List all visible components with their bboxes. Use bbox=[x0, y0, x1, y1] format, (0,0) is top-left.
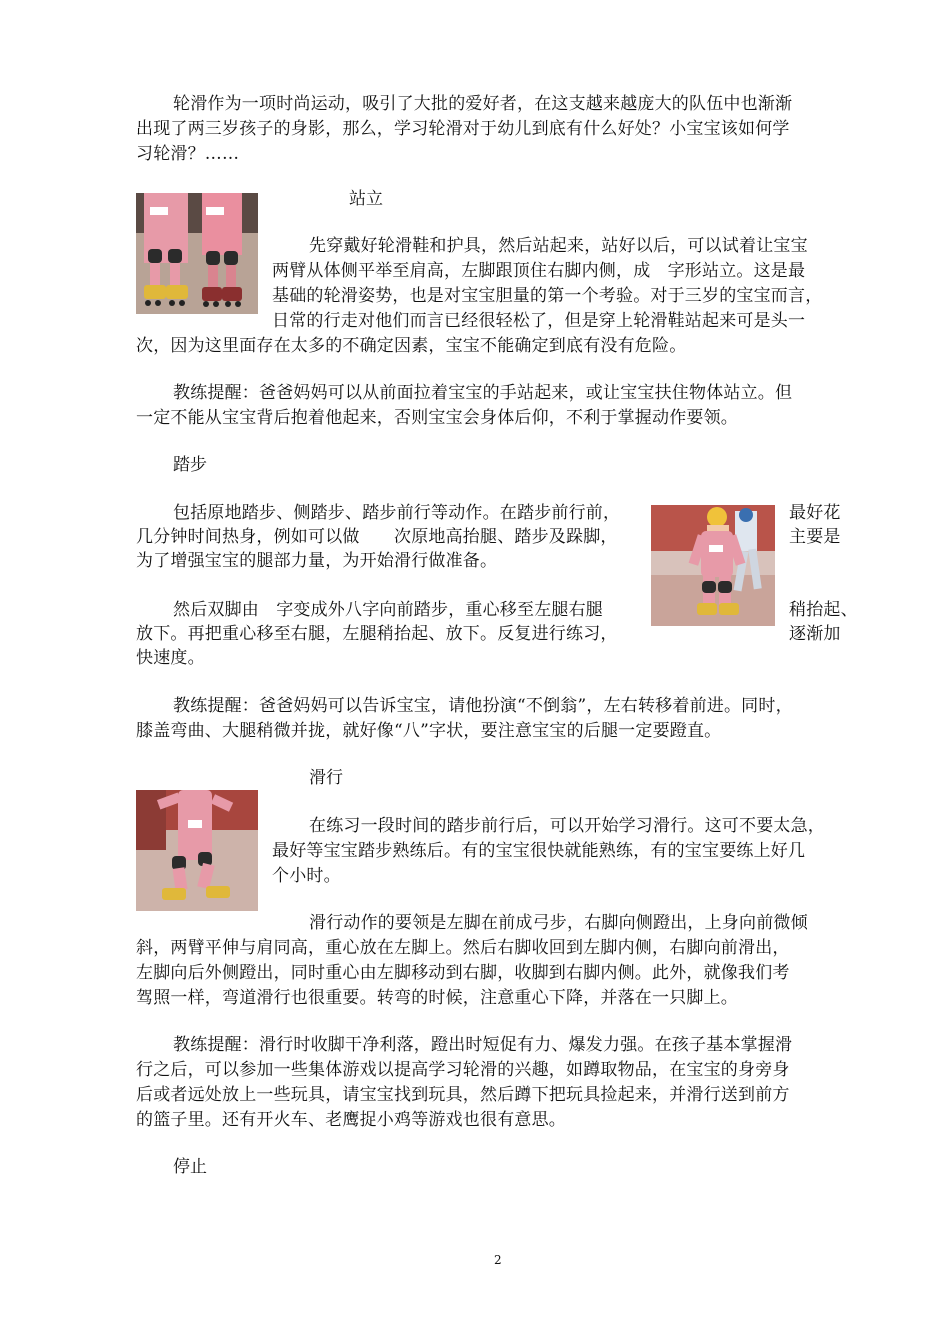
section-heading-stepping: 踏步 bbox=[173, 455, 207, 475]
body-line: 次，因为这里面存在太多的不确定因素，宝宝不能确定到底有没有危险。 bbox=[136, 336, 687, 356]
photo-gliding-child bbox=[136, 790, 258, 911]
tip-line: 教练提醒：爸爸妈妈可以从前面拉着宝宝的手站起来，或让宝宝扶住物体站立。但 bbox=[173, 383, 793, 403]
body-line: 驾照一样，弯道滑行也很重要。转弯的时候，注意重心下降，并落在一只脚上。 bbox=[136, 988, 738, 1008]
intro-line: 轮滑作为一项时尚运动，吸引了大批的爱好者，在这支越来越庞大的队伍中也渐渐 bbox=[173, 94, 793, 114]
tip-line: 后或者远处放上一些玩具，请宝宝找到玩具，然后蹲下把玩具捡起来，并滑行送到前方 bbox=[136, 1085, 790, 1105]
section-heading-stopping: 停止 bbox=[173, 1157, 207, 1177]
body-line: 为了增强宝宝的腿部力量，为开始滑行做准备。 bbox=[136, 551, 498, 571]
photo-standing-children bbox=[136, 193, 258, 314]
section-heading-standing: 站立 bbox=[349, 189, 383, 209]
body-line: 两臂从体侧平举至肩高，左脚跟顶住右脚内侧，成 字形站立。这是最 bbox=[272, 261, 806, 281]
tip-line: 教练提醒：爸爸妈妈可以告诉宝宝，请他扮演“不倒翁”，左右转移着前进。同时， bbox=[173, 696, 793, 716]
body-line: 快速度。 bbox=[136, 648, 205, 668]
body-line: 斜，两臂平伸与肩同高，重心放在左脚上。然后右脚收回到左脚内侧，右脚向前滑出， bbox=[136, 938, 790, 958]
body-line: 几分钟时间热身，例如可以做 次原地高抬腿、踏步及跺脚， bbox=[136, 527, 618, 547]
body-line: 最好等宝宝踏步熟练后。有的宝宝很快就能熟练，有的宝宝要练上好几 bbox=[272, 841, 806, 861]
body-line: 在练习一段时间的踏步前行后，可以开始学习滑行。这可不要太急， bbox=[309, 816, 825, 836]
body-line: 包括原地踏步、侧踏步、踏步前行等动作。在踏步前行前， bbox=[173, 503, 621, 523]
body-line: 左脚向后外侧蹬出，同时重心由左脚移动到右脚，收脚到右脚内侧。此外，就像我们考 bbox=[136, 963, 790, 983]
body-line: 先穿戴好轮滑鞋和护具，然后站起来，站好以后，可以试着让宝宝 bbox=[309, 236, 808, 256]
body-line: 然后双脚由 字变成外八字向前踏步，重心移至左腿右腿 bbox=[173, 600, 603, 620]
section-heading-gliding: 滑行 bbox=[309, 768, 343, 788]
body-line: 放下。再把重心移至右腿，左腿稍抬起、放下。反复进行练习， bbox=[136, 624, 618, 644]
body-line: 基础的轮滑姿势，也是对宝宝胆量的第一个考验。对于三岁的宝宝而言， bbox=[272, 286, 823, 306]
body-line-right: 逐渐加 bbox=[789, 624, 841, 644]
tip-line: 行之后，可以参加一些集体游戏以提高学习轮滑的兴趣，如蹲取物品，在宝宝的身旁身 bbox=[136, 1060, 790, 1080]
tip-line: 膝盖弯曲、大腿稍微并拢，就好像“八”字状，要注意宝宝的后腿一定要蹬直。 bbox=[136, 721, 722, 741]
tip-line: 一定不能从宝宝背后抱着他起来，否则宝宝会身体后仰，不利于掌握动作要领。 bbox=[136, 408, 738, 428]
body-line: 滑行动作的要领是左脚在前成弓步，右脚向侧蹬出，上身向前微倾 bbox=[309, 913, 808, 933]
body-line-right: 最好花 bbox=[789, 503, 841, 523]
body-line-right: 主要是 bbox=[789, 527, 841, 547]
photo-stepping-child bbox=[651, 505, 775, 626]
intro-line: 出现了两三岁孩子的身影，那么，学习轮滑对于幼儿到底有什么好处？小宝宝该如何学 bbox=[136, 119, 790, 139]
intro-line: 习轮滑？…… bbox=[136, 144, 240, 164]
body-line-right: 稍抬起、 bbox=[789, 600, 858, 620]
body-line: 日常的行走对他们而言已经很轻松了，但是穿上轮滑鞋站起来可是头一 bbox=[272, 311, 806, 331]
body-line: 个小时。 bbox=[272, 866, 341, 886]
page-number: 2 bbox=[494, 1253, 502, 1267]
tip-line: 教练提醒：滑行时收脚干净利落，蹬出时短促有力、爆发力强。在孩子基本掌握滑 bbox=[173, 1035, 793, 1055]
tip-line: 的篮子里。还有开火车、老鹰捉小鸡等游戏也很有意思。 bbox=[136, 1110, 566, 1130]
